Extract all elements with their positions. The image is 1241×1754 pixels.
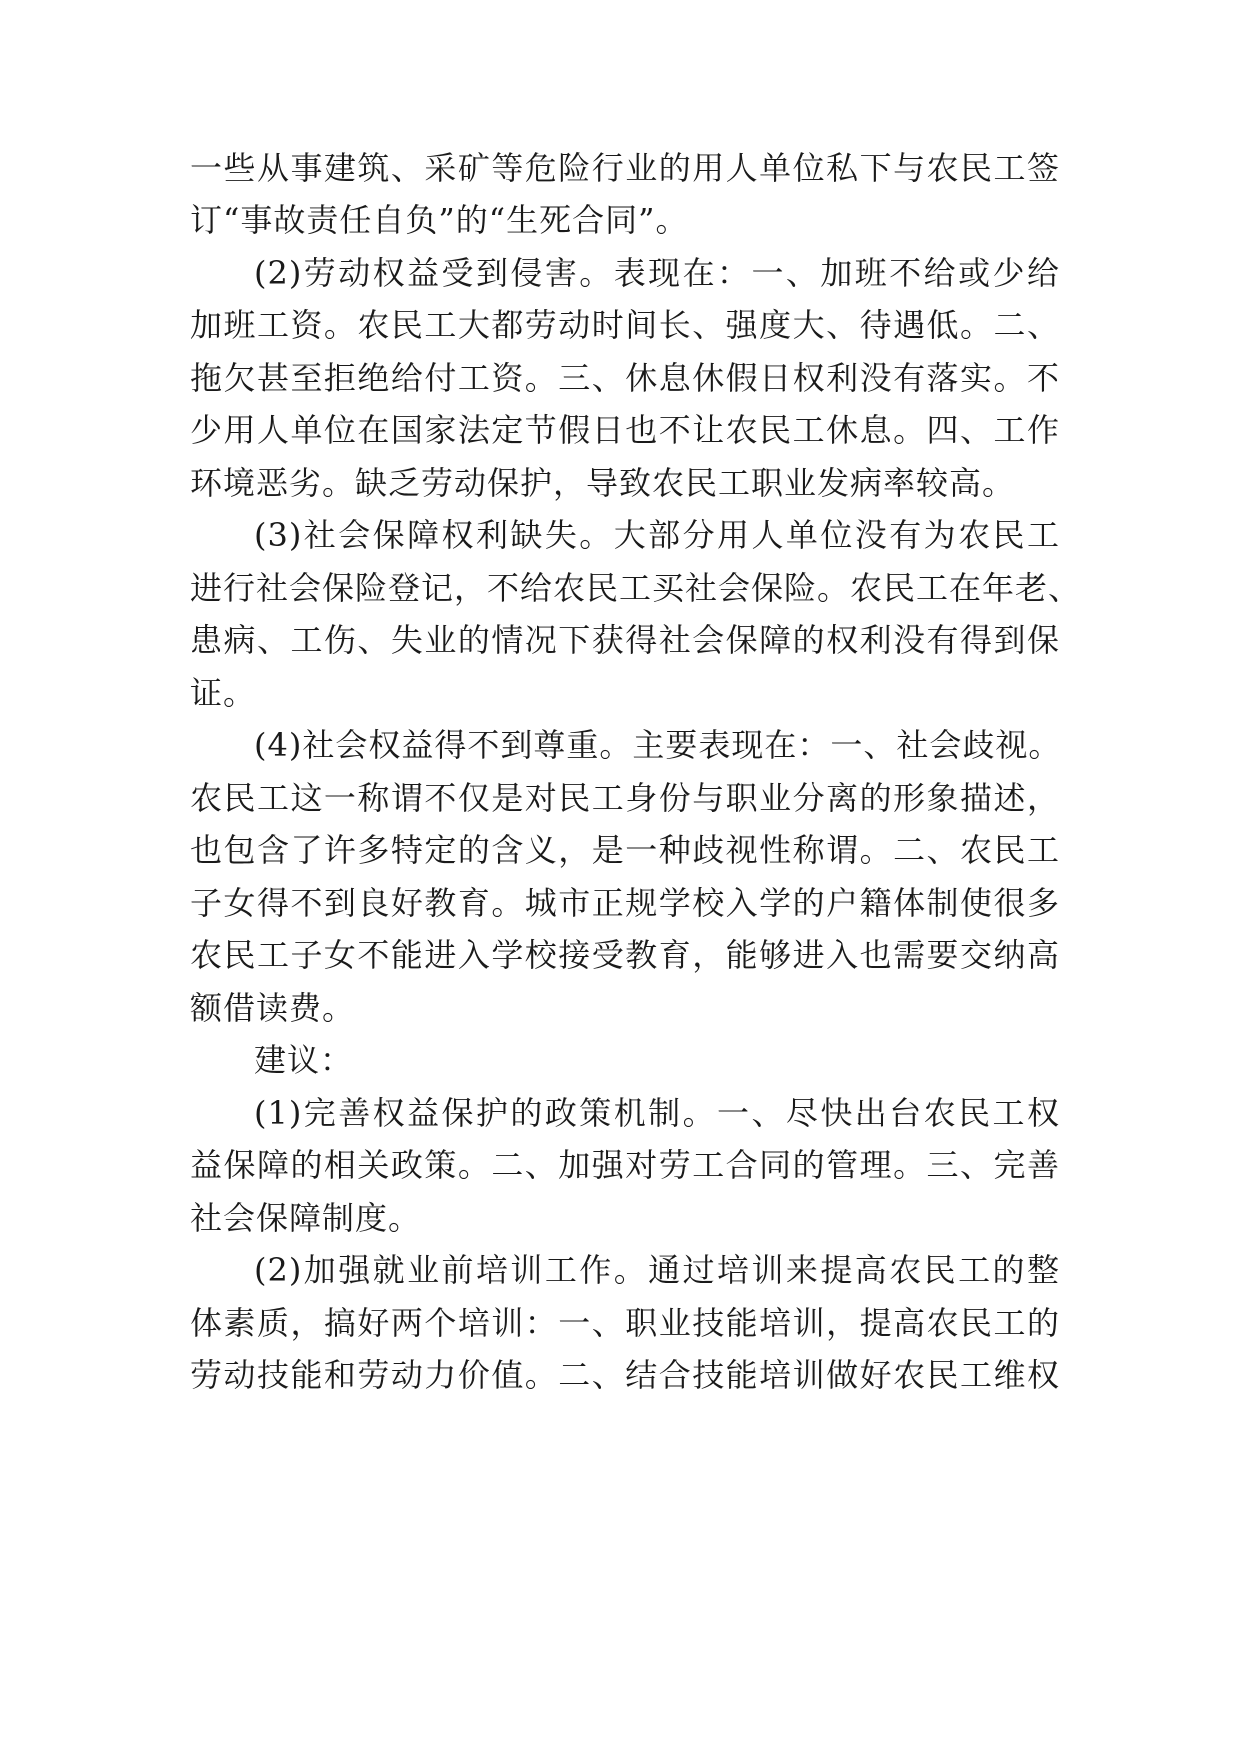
paragraph-line: 劳动技能和劳动力价值。二、结合技能培训做好农民工维权 — [190, 1356, 1060, 1394]
paragraph-line: 患病、工伤、失业的情况下获得社会保障的权利没有得到保 — [190, 621, 1060, 659]
paragraph-line: 拖欠甚至拒绝给付工资。三、休息休假日权利没有落实。不 — [190, 359, 1060, 397]
paragraph-line: (1)完善权益保护的政策机制。一、尽快出台农民工权 — [254, 1094, 1060, 1132]
paragraph-line: (2)加强就业前培训工作。通过培训来提高农民工的整 — [254, 1251, 1060, 1289]
paragraph-line: 一些从事建筑、采矿等危险行业的用人单位私下与农民工签 — [190, 149, 1060, 187]
paragraph-line: 农民工这一称谓不仅是对民工身份与职业分离的形象描述， — [190, 779, 1060, 817]
paragraph-line: 也包含了许多特定的含义，是一种歧视性称谓。二、农民工 — [190, 831, 1060, 869]
paragraph-line: 订“事故责任自负”的“生死合同”。 — [190, 201, 689, 239]
paragraph-line: (4)社会权益得不到尊重。主要表现在：一、社会歧视。 — [254, 726, 1062, 764]
paragraph-line: 进行社会保险登记，不给农民工买社会保险。农民工在年老、 — [190, 569, 1082, 607]
paragraph-line: 农民工子女不能进入学校接受教育，能够进入也需要交纳高 — [190, 936, 1060, 974]
paragraph-line: 少用人单位在国家法定节假日也不让农民工休息。四、工作 — [190, 411, 1060, 449]
paragraph-line: 证。 — [190, 674, 257, 712]
paragraph-line: (3)社会保障权利缺失。大部分用人单位没有为农民工 — [254, 516, 1060, 554]
paragraph-line: 加班工资。农民工大都劳动时间长、强度大、待遇低。二、 — [190, 306, 1060, 344]
paragraph-line: 环境恶劣。缺乏劳动保护，导致农民工职业发病率较高。 — [190, 464, 1016, 502]
paragraph-line: 社会保障制度。 — [190, 1199, 422, 1237]
paragraph-line: 额借读费。 — [190, 989, 356, 1027]
section-heading: 建议： — [254, 1041, 354, 1079]
paragraph-line: 体素质，搞好两个培训：一、职业技能培训，提高农民工的 — [190, 1304, 1060, 1342]
paragraph-line: (2)劳动权益受到侵害。表现在：一、加班不给或少给 — [254, 254, 1060, 292]
paragraph-line: 益保障的相关政策。二、加强对劳工合同的管理。三、完善 — [190, 1146, 1060, 1184]
paragraph-line: 子女得不到良好教育。城市正规学校入学的户籍体制使很多 — [190, 884, 1060, 922]
